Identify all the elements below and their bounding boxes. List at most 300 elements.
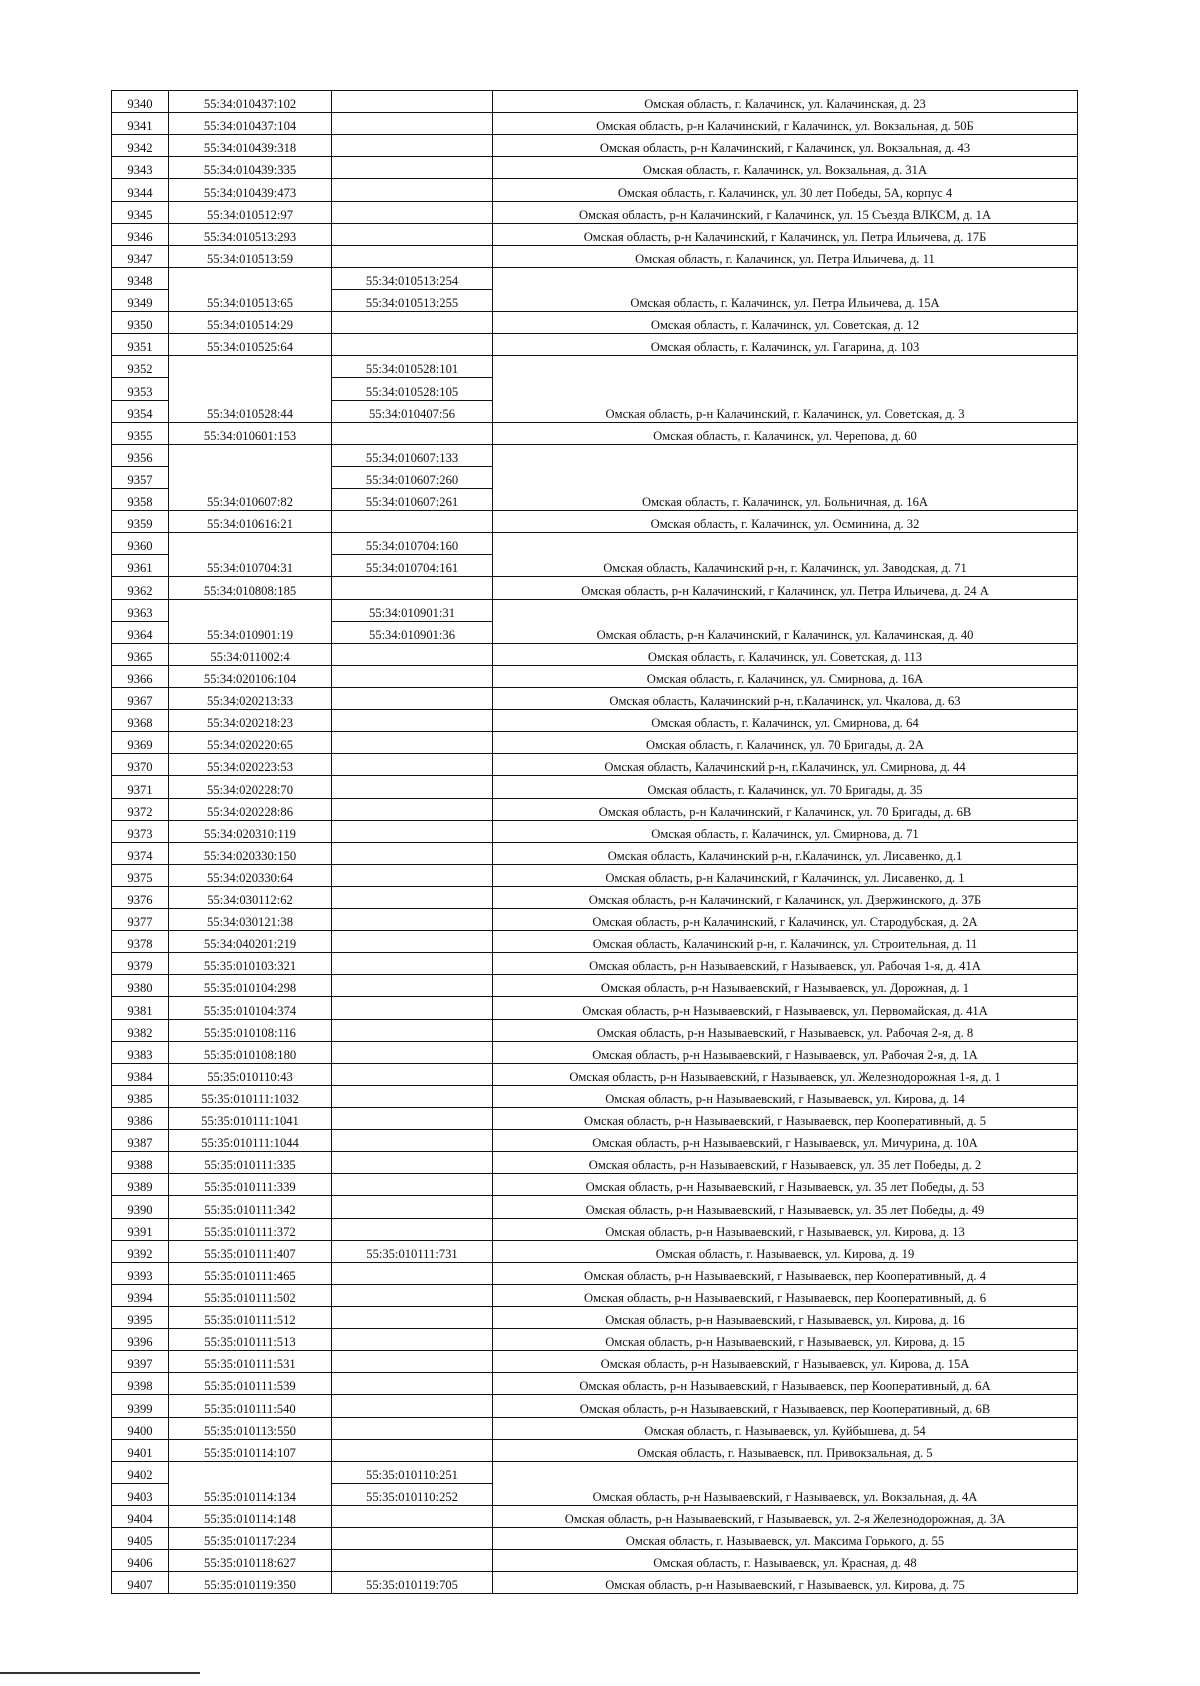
- object-cadastral-number-cell: [332, 710, 493, 732]
- address-cell: Омская область, г. Называевск, ул. Куйбышева, д. 54: [493, 1417, 1078, 1439]
- row-number-cell: 9384: [112, 1063, 169, 1085]
- cadastral-number-cell: 55:34:020223:53: [169, 754, 332, 776]
- cadastral-number-cell: 55:34:010616:21: [169, 511, 332, 533]
- row-number-cell: 9383: [112, 1041, 169, 1063]
- table-row: [112, 953, 1078, 975]
- object-cadastral-number-cell: 55:34:010607:133: [332, 444, 493, 466]
- address-cell: Омская область, р-н Называевский, г Называевск, пер Кооперативный, д. 6А: [493, 1373, 1078, 1395]
- object-cadastral-number-cell: [332, 223, 493, 245]
- object-cadastral-number-cell: [332, 179, 493, 201]
- row-number-cell: 9357: [112, 466, 169, 488]
- object-cadastral-number-cell: 55:34:010513:254: [332, 267, 493, 289]
- table-row: [112, 1085, 1078, 1107]
- table-row: [112, 201, 1078, 223]
- row-number-cell: 9353: [112, 378, 169, 400]
- object-cadastral-number-cell: [332, 1373, 493, 1395]
- table-row: [112, 776, 1078, 798]
- address-cell: Омская область, р-н Называевский, г Называевск, ул. 2-я Железнодорожная, д. 3А: [493, 1506, 1078, 1528]
- object-cadastral-number-cell: [332, 864, 493, 886]
- object-cadastral-number-cell: 55:34:010513:255: [332, 289, 493, 311]
- cadastral-number-cell: 55:34:020218:23: [169, 710, 332, 732]
- cadastral-number-cell: 55:35:010114:148: [169, 1506, 332, 1528]
- cadastral-number-cell: 55:35:010111:465: [169, 1262, 332, 1284]
- cadastral-number-cell: 55:35:010111:540: [169, 1395, 332, 1417]
- row-number-cell: 9361: [112, 555, 169, 577]
- address-cell: Омская область, г. Называевск, ул. Кирова, д. 19: [493, 1240, 1078, 1262]
- table-row: [112, 1041, 1078, 1063]
- registry-table: [111, 90, 1078, 1594]
- address-cell: Омская область, р-н Называевский, г Называевск, пер Кооперативный, д. 6: [493, 1284, 1078, 1306]
- address-cell: Омская область, г. Калачинск, ул. Советская, д. 12: [493, 312, 1078, 334]
- row-number-cell: 9363: [112, 599, 169, 621]
- cadastral-number-cell: 55:35:010111:339: [169, 1174, 332, 1196]
- address-cell: Омская область, р-н Называевский, г Называевск, ул. Кирова, д. 13: [493, 1218, 1078, 1240]
- object-cadastral-number-cell: [332, 643, 493, 665]
- row-number-cell: 9352: [112, 356, 169, 378]
- cadastral-number-cell: 55:35:010118:627: [169, 1550, 332, 1572]
- cadastral-number-cell: 55:35:010111:531: [169, 1351, 332, 1373]
- address-cell: Омская область, г. Калачинск, ул. Осминина, д. 32: [493, 511, 1078, 533]
- object-cadastral-number-cell: [332, 1439, 493, 1461]
- row-number-cell: 9362: [112, 577, 169, 599]
- cadastral-number-cell: 55:34:010513:65: [169, 267, 332, 311]
- object-cadastral-number-cell: [332, 1417, 493, 1439]
- address-cell: Омская область, р-н Калачинский, г Калачинск, ул. 15 Съезда ВЛКСМ, д. 1А: [493, 201, 1078, 223]
- row-number-cell: 9370: [112, 754, 169, 776]
- table-row: [112, 754, 1078, 776]
- cadastral-number-cell: 55:34:020330:64: [169, 864, 332, 886]
- object-cadastral-number-cell: [332, 511, 493, 533]
- cadastral-number-cell: 55:34:010607:82: [169, 444, 332, 510]
- table-row: [112, 1019, 1078, 1041]
- cadastral-number-cell: 55:34:010525:64: [169, 334, 332, 356]
- table-row: [112, 599, 1078, 621]
- object-cadastral-number-cell: 55:35:010110:252: [332, 1483, 493, 1505]
- cadastral-number-cell: 55:35:010111:1032: [169, 1085, 332, 1107]
- cadastral-number-cell: 55:35:010113:550: [169, 1417, 332, 1439]
- address-cell: Омская область, г. Калачинск, ул. Советская, д. 113: [493, 643, 1078, 665]
- address-cell: Омская область, р-н Калачинский, г Калачинск, ул. Вокзальная, д. 43: [493, 135, 1078, 157]
- row-number-cell: 9359: [112, 511, 169, 533]
- cadastral-number-cell: 55:34:010513:293: [169, 223, 332, 245]
- address-cell: Омская область, г. Калачинск, ул. Черепова, д. 60: [493, 422, 1078, 444]
- address-cell: Омская область, г. Калачинск, ул. Смирнова, д. 64: [493, 710, 1078, 732]
- address-cell: Омская область, р-н Называевский, г Называевск, ул. Железнодорожная 1-я, д. 1: [493, 1063, 1078, 1085]
- row-number-cell: 9340: [112, 91, 169, 113]
- row-number-cell: 9402: [112, 1461, 169, 1483]
- row-number-cell: 9368: [112, 710, 169, 732]
- table-row: [112, 91, 1078, 113]
- address-cell: Омская область, г. Называевск, пл. Привокзальная, д. 5: [493, 1439, 1078, 1461]
- table-row: [112, 179, 1078, 201]
- row-number-cell: 9367: [112, 687, 169, 709]
- table-row: [112, 1063, 1078, 1085]
- address-cell: Омская область, г. Калачинск, ул. 70 Бригады, д. 35: [493, 776, 1078, 798]
- cadastral-number-cell: 55:34:030121:38: [169, 909, 332, 931]
- row-number-cell: 9377: [112, 909, 169, 931]
- object-cadastral-number-cell: 55:35:010110:251: [332, 1461, 493, 1483]
- object-cadastral-number-cell: [332, 1262, 493, 1284]
- address-cell: Омская область, р-н Называевский, г Называевск, ул. Кирова, д. 15А: [493, 1351, 1078, 1373]
- object-cadastral-number-cell: 55:34:010607:260: [332, 466, 493, 488]
- object-cadastral-number-cell: [332, 776, 493, 798]
- object-cadastral-number-cell: [332, 687, 493, 709]
- object-cadastral-number-cell: [332, 1152, 493, 1174]
- object-cadastral-number-cell: [332, 1041, 493, 1063]
- address-cell: Омская область, г. Калачинск, ул. Петра Ильичева, д. 11: [493, 245, 1078, 267]
- table-row: [112, 1307, 1078, 1329]
- object-cadastral-number-cell: [332, 312, 493, 334]
- cadastral-number-cell: 55:35:010111:335: [169, 1152, 332, 1174]
- object-cadastral-number-cell: [332, 1550, 493, 1572]
- table-row: [112, 1439, 1078, 1461]
- object-cadastral-number-cell: [332, 1085, 493, 1107]
- row-number-cell: 9360: [112, 533, 169, 555]
- address-cell: Омская область, г. Называевск, ул. Максима Горького, д. 55: [493, 1528, 1078, 1550]
- row-number-cell: 9371: [112, 776, 169, 798]
- row-number-cell: 9374: [112, 842, 169, 864]
- object-cadastral-number-cell: [332, 135, 493, 157]
- table-row: [112, 732, 1078, 754]
- table-row: [112, 665, 1078, 687]
- cadastral-number-cell: 55:34:010704:31: [169, 533, 332, 577]
- address-cell: Омская область, г. Калачинск, ул. Больничная, д. 16А: [493, 444, 1078, 510]
- row-number-cell: 9397: [112, 1351, 169, 1373]
- row-number-cell: 9349: [112, 289, 169, 311]
- cadastral-number-cell: 55:35:010111:342: [169, 1196, 332, 1218]
- row-number-cell: 9386: [112, 1108, 169, 1130]
- table-row: [112, 511, 1078, 533]
- row-number-cell: 9366: [112, 665, 169, 687]
- row-number-cell: 9355: [112, 422, 169, 444]
- object-cadastral-number-cell: 55:34:010704:161: [332, 555, 493, 577]
- row-number-cell: 9407: [112, 1572, 169, 1594]
- cadastral-number-cell: 55:34:010528:44: [169, 356, 332, 422]
- address-cell: Омская область, г. Калачинск, ул. Петра Ильичева, д. 15А: [493, 267, 1078, 311]
- table-row: [112, 687, 1078, 709]
- cadastral-number-cell: 55:34:040201:219: [169, 931, 332, 953]
- row-number-cell: 9358: [112, 488, 169, 510]
- row-number-cell: 9354: [112, 400, 169, 422]
- object-cadastral-number-cell: [332, 665, 493, 687]
- row-number-cell: 9376: [112, 886, 169, 908]
- object-cadastral-number-cell: [332, 909, 493, 931]
- cadastral-number-cell: 55:34:020330:150: [169, 842, 332, 864]
- address-cell: Омская область, г. Калачинск, ул. Гагарина, д. 103: [493, 334, 1078, 356]
- object-cadastral-number-cell: 55:34:010704:160: [332, 533, 493, 555]
- table-row: [112, 1506, 1078, 1528]
- registry-table-body: [112, 91, 1078, 1594]
- table-row: [112, 975, 1078, 997]
- table-row: [112, 1395, 1078, 1417]
- cadastral-number-cell: 55:35:010111:513: [169, 1329, 332, 1351]
- address-cell: Омская область, г. Калачинск, ул. Вокзальная, д. 31А: [493, 157, 1078, 179]
- address-cell: Омская область, р-н Называевский, г Называевск, ул. Рабочая 2-я, д. 1А: [493, 1041, 1078, 1063]
- table-row: [112, 1329, 1078, 1351]
- row-number-cell: 9343: [112, 157, 169, 179]
- row-number-cell: 9396: [112, 1329, 169, 1351]
- table-row: [112, 334, 1078, 356]
- row-number-cell: 9344: [112, 179, 169, 201]
- table-row: [112, 1196, 1078, 1218]
- object-cadastral-number-cell: [332, 975, 493, 997]
- cadastral-number-cell: 55:34:010439:473: [169, 179, 332, 201]
- address-cell: Омская область, Калачинский р-н, г. Калачинск, ул. Строительная, д. 11: [493, 931, 1078, 953]
- table-row: [112, 1218, 1078, 1240]
- row-number-cell: 9356: [112, 444, 169, 466]
- object-cadastral-number-cell: 55:35:010119:705: [332, 1572, 493, 1594]
- cadastral-number-cell: 55:35:010111:539: [169, 1373, 332, 1395]
- cadastral-number-cell: 55:34:010601:153: [169, 422, 332, 444]
- address-cell: Омская область, р-н Называевский, г Называевск, пер Кооперативный, д. 6В: [493, 1395, 1078, 1417]
- object-cadastral-number-cell: [332, 113, 493, 135]
- object-cadastral-number-cell: [332, 953, 493, 975]
- object-cadastral-number-cell: [332, 577, 493, 599]
- cadastral-number-cell: 55:34:020220:65: [169, 732, 332, 754]
- cadastral-number-cell: 55:34:020228:70: [169, 776, 332, 798]
- cadastral-number-cell: 55:34:010513:59: [169, 245, 332, 267]
- cadastral-number-cell: 55:35:010119:350: [169, 1572, 332, 1594]
- object-cadastral-number-cell: 55:34:010528:105: [332, 378, 493, 400]
- row-number-cell: 9391: [112, 1218, 169, 1240]
- object-cadastral-number-cell: [332, 157, 493, 179]
- table-row: [112, 1572, 1078, 1594]
- table-row: [112, 312, 1078, 334]
- cadastral-number-cell: 55:35:010104:298: [169, 975, 332, 997]
- table-row: [112, 444, 1078, 466]
- cadastral-number-cell: 55:34:020213:33: [169, 687, 332, 709]
- address-cell: Омская область, р-н Калачинский, г Калачинск, ул. Вокзальная, д. 50Б: [493, 113, 1078, 135]
- cadastral-number-cell: 55:34:010437:102: [169, 91, 332, 113]
- address-cell: Омская область, р-н Называевский, г Называевск, ул. Мичурина, д. 10А: [493, 1130, 1078, 1152]
- object-cadastral-number-cell: [332, 798, 493, 820]
- address-cell: Омская область, Калачинский р-н, г. Калачинск, ул. Заводская, д. 71: [493, 533, 1078, 577]
- object-cadastral-number-cell: 55:34:010528:101: [332, 356, 493, 378]
- row-number-cell: 9378: [112, 931, 169, 953]
- address-cell: Омская область, р-н Называевский, г Называевск, ул. Дорожная, д. 1: [493, 975, 1078, 997]
- object-cadastral-number-cell: [332, 886, 493, 908]
- row-number-cell: 9379: [112, 953, 169, 975]
- row-number-cell: 9348: [112, 267, 169, 289]
- row-number-cell: 9346: [112, 223, 169, 245]
- cadastral-number-cell: 55:35:010114:134: [169, 1461, 332, 1505]
- cadastral-number-cell: 55:35:010111:512: [169, 1307, 332, 1329]
- row-number-cell: 9388: [112, 1152, 169, 1174]
- address-cell: Омская область, р-н Называевский, г Называевск, пер Кооперативный, д. 5: [493, 1108, 1078, 1130]
- table-row: [112, 533, 1078, 555]
- table-row: [112, 643, 1078, 665]
- address-cell: Омская область, р-н Называевский, г Называевск, ул. Кирова, д. 75: [493, 1572, 1078, 1594]
- table-row: [112, 1284, 1078, 1306]
- cadastral-number-cell: 55:35:010111:1044: [169, 1130, 332, 1152]
- table-row: [112, 422, 1078, 444]
- address-cell: Омская область, г. Калачинск, ул. Смирнова, д. 16А: [493, 665, 1078, 687]
- address-cell: Омская область, г. Калачинск, ул. Смирнова, д. 71: [493, 820, 1078, 842]
- cadastral-number-cell: 55:34:011002:4: [169, 643, 332, 665]
- row-number-cell: 9395: [112, 1307, 169, 1329]
- cadastral-number-cell: 55:35:010111:1041: [169, 1108, 332, 1130]
- row-number-cell: 9404: [112, 1506, 169, 1528]
- row-number-cell: 9385: [112, 1085, 169, 1107]
- table-row: [112, 997, 1078, 1019]
- address-cell: Омская область, р-н Называевский, г Называевск, ул. 35 лет Победы, д. 49: [493, 1196, 1078, 1218]
- row-number-cell: 9373: [112, 820, 169, 842]
- address-cell: Омская область, р-н Калачинский, г Калачинск, ул. Стародубская, д. 2А: [493, 909, 1078, 931]
- object-cadastral-number-cell: 55:34:010607:261: [332, 488, 493, 510]
- table-row: [112, 710, 1078, 732]
- address-cell: Омская область, Калачинский р-н, г.Калачинск, ул. Лисавенко, д.1: [493, 842, 1078, 864]
- address-cell: Омская область, р-н Калачинский, г Калачинск, ул. Дзержинского, д. 37Б: [493, 886, 1078, 908]
- row-number-cell: 9401: [112, 1439, 169, 1461]
- address-cell: Омская область, р-н Называевский, г Называевск, ул. Кирова, д. 15: [493, 1329, 1078, 1351]
- address-cell: Омская область, р-н Калачинский, г Калачинск, ул. 70 Бригады, д. 6В: [493, 798, 1078, 820]
- table-row: [112, 1174, 1078, 1196]
- cadastral-number-cell: 55:34:010808:185: [169, 577, 332, 599]
- object-cadastral-number-cell: [332, 820, 493, 842]
- object-cadastral-number-cell: 55:35:010111:731: [332, 1240, 493, 1262]
- address-cell: Омская область, г. Калачинск, ул. Калачинская, д. 23: [493, 91, 1078, 113]
- address-cell: Омская область, р-н Калачинский, г Калачинск, ул. Лисавенко, д. 1: [493, 864, 1078, 886]
- table-row: [112, 267, 1078, 289]
- cadastral-number-cell: 55:34:010437:104: [169, 113, 332, 135]
- object-cadastral-number-cell: [332, 201, 493, 223]
- table-row: [112, 1351, 1078, 1373]
- address-cell: Омская область, р-н Калачинский, г. Калачинск, ул. Советская, д. 3: [493, 356, 1078, 422]
- cadastral-number-cell: 55:34:010901:19: [169, 599, 332, 643]
- table-row: [112, 886, 1078, 908]
- row-number-cell: 9389: [112, 1174, 169, 1196]
- object-cadastral-number-cell: [332, 1284, 493, 1306]
- cadastral-number-cell: 55:35:010117:234: [169, 1528, 332, 1550]
- row-number-cell: 9403: [112, 1483, 169, 1505]
- table-row: [112, 1373, 1078, 1395]
- address-cell: Омская область, р-н Калачинский, г Калачинск, ул. Петра Ильичева, д. 17Б: [493, 223, 1078, 245]
- table-row: [112, 245, 1078, 267]
- object-cadastral-number-cell: 55:34:010901:31: [332, 599, 493, 621]
- object-cadastral-number-cell: [332, 842, 493, 864]
- table-row: [112, 1461, 1078, 1483]
- row-number-cell: 9398: [112, 1373, 169, 1395]
- table-row: [112, 356, 1078, 378]
- row-number-cell: 9342: [112, 135, 169, 157]
- row-number-cell: 9347: [112, 245, 169, 267]
- cadastral-number-cell: 55:34:010439:335: [169, 157, 332, 179]
- address-cell: Омская область, р-н Называевский, г Называевск, ул. Рабочая 2-я, д. 8: [493, 1019, 1078, 1041]
- cadastral-number-cell: 55:34:020106:104: [169, 665, 332, 687]
- row-number-cell: 9364: [112, 621, 169, 643]
- object-cadastral-number-cell: [332, 91, 493, 113]
- table-row: [112, 223, 1078, 245]
- object-cadastral-number-cell: [332, 1019, 493, 1041]
- object-cadastral-number-cell: [332, 1307, 493, 1329]
- row-number-cell: 9393: [112, 1262, 169, 1284]
- cadastral-number-cell: 55:35:010114:107: [169, 1439, 332, 1461]
- object-cadastral-number-cell: [332, 1395, 493, 1417]
- cadastral-number-cell: 55:35:010111:502: [169, 1284, 332, 1306]
- table-row: [112, 1152, 1078, 1174]
- cadastral-number-cell: 55:34:020228:86: [169, 798, 332, 820]
- object-cadastral-number-cell: [332, 1174, 493, 1196]
- cadastral-number-cell: 55:34:020310:119: [169, 820, 332, 842]
- table-row: [112, 1262, 1078, 1284]
- table-row: [112, 820, 1078, 842]
- object-cadastral-number-cell: [332, 245, 493, 267]
- address-cell: Омская область, р-н Называевский, г Называевск, пер Кооперативный, д. 4: [493, 1262, 1078, 1284]
- row-number-cell: 9390: [112, 1196, 169, 1218]
- row-number-cell: 9369: [112, 732, 169, 754]
- row-number-cell: 9392: [112, 1240, 169, 1262]
- address-cell: Омская область, р-н Называевский, г Называевск, ул. 35 лет Победы, д. 53: [493, 1174, 1078, 1196]
- address-cell: Омская область, г. Калачинск, ул. 70 Бригады, д. 2А: [493, 732, 1078, 754]
- address-cell: Омская область, р-н Называевский, г Называевск, ул. Рабочая 1-я, д. 41А: [493, 953, 1078, 975]
- address-cell: Омская область, р-н Калачинский, г Калачинск, ул. Калачинская, д. 40: [493, 599, 1078, 643]
- table-row: [112, 1240, 1078, 1262]
- object-cadastral-number-cell: [332, 422, 493, 444]
- row-number-cell: 9345: [112, 201, 169, 223]
- object-cadastral-number-cell: [332, 1506, 493, 1528]
- address-cell: Омская область, р-н Называевский, г Называевск, ул. Первомайская, д. 41А: [493, 997, 1078, 1019]
- address-cell: Омская область, г. Калачинск, ул. 30 лет Победы, 5А, корпус 4: [493, 179, 1078, 201]
- object-cadastral-number-cell: [332, 1329, 493, 1351]
- address-cell: Омская область, р-н Называевский, г Называевск, ул. Вокзальная, д. 4А: [493, 1461, 1078, 1505]
- address-cell: Омская область, р-н Называевский, г Называевск, ул. Кирова, д. 16: [493, 1307, 1078, 1329]
- object-cadastral-number-cell: [332, 1528, 493, 1550]
- object-cadastral-number-cell: [332, 1218, 493, 1240]
- row-number-cell: 9394: [112, 1284, 169, 1306]
- cadastral-number-cell: 55:34:010514:29: [169, 312, 332, 334]
- row-number-cell: 9382: [112, 1019, 169, 1041]
- table-row: [112, 577, 1078, 599]
- row-number-cell: 9351: [112, 334, 169, 356]
- cadastral-number-cell: 55:35:010110:43: [169, 1063, 332, 1085]
- object-cadastral-number-cell: [332, 931, 493, 953]
- row-number-cell: 9405: [112, 1528, 169, 1550]
- object-cadastral-number-cell: [332, 1196, 493, 1218]
- object-cadastral-number-cell: 55:34:010901:36: [332, 621, 493, 643]
- address-cell: Омская область, р-н Называевский, г Называевск, ул. 35 лет Победы, д. 2: [493, 1152, 1078, 1174]
- object-cadastral-number-cell: [332, 997, 493, 1019]
- table-row: [112, 931, 1078, 953]
- row-number-cell: 9387: [112, 1130, 169, 1152]
- page-bottom-rule: [0, 1672, 200, 1674]
- object-cadastral-number-cell: [332, 732, 493, 754]
- cadastral-number-cell: 55:35:010111:372: [169, 1218, 332, 1240]
- object-cadastral-number-cell: [332, 1351, 493, 1373]
- table-row: [112, 909, 1078, 931]
- row-number-cell: 9365: [112, 643, 169, 665]
- table-row: [112, 135, 1078, 157]
- cadastral-number-cell: 55:35:010103:321: [169, 953, 332, 975]
- table-row: [112, 1417, 1078, 1439]
- address-cell: Омская область, Калачинский р-н, г.Калачинск, ул. Чкалова, д. 63: [493, 687, 1078, 709]
- table-row: [112, 798, 1078, 820]
- table-row: [112, 1108, 1078, 1130]
- table-row: [112, 1528, 1078, 1550]
- table-row: [112, 1550, 1078, 1572]
- table-row: [112, 1130, 1078, 1152]
- row-number-cell: 9406: [112, 1550, 169, 1572]
- table-row: [112, 842, 1078, 864]
- cadastral-number-cell: 55:35:010104:374: [169, 997, 332, 1019]
- table-row: [112, 157, 1078, 179]
- address-cell: Омская область, р-н Называевский, г Называевск, ул. Кирова, д. 14: [493, 1085, 1078, 1107]
- cadastral-number-cell: 55:34:030112:62: [169, 886, 332, 908]
- row-number-cell: 9380: [112, 975, 169, 997]
- cadastral-number-cell: 55:35:010111:407: [169, 1240, 332, 1262]
- cadastral-number-cell: 55:34:010512:97: [169, 201, 332, 223]
- row-number-cell: 9400: [112, 1417, 169, 1439]
- row-number-cell: 9350: [112, 312, 169, 334]
